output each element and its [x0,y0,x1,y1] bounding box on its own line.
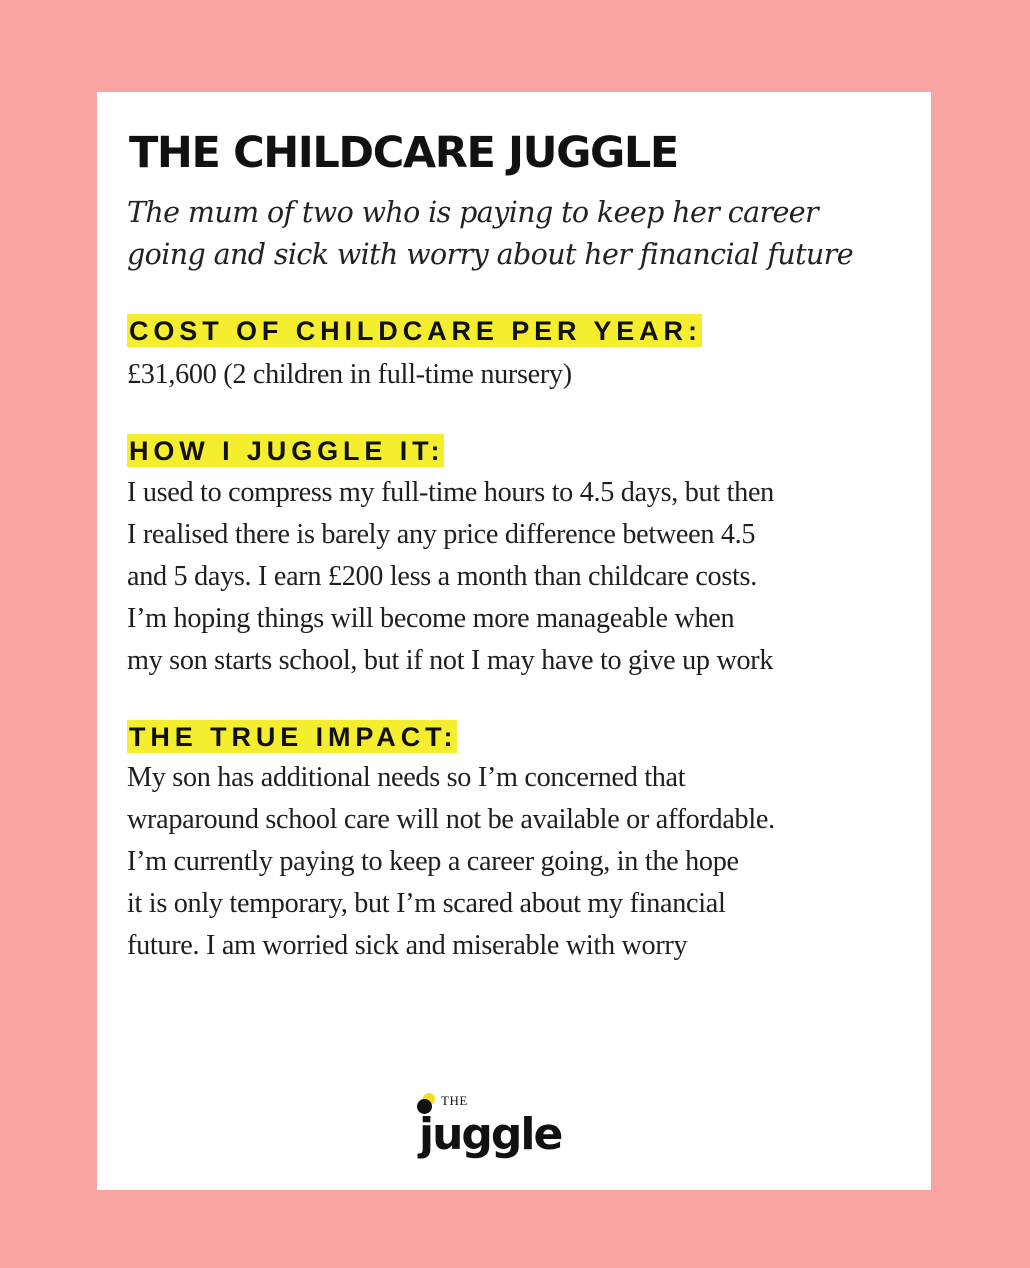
body-line: wraparound school care will not be available or affordable. [127,804,775,835]
body-line: future. I am worried sick and miserable with worry [127,930,688,961]
logo-wordmark: juggle [419,1109,562,1160]
body-line: I’m hoping things will become more manageable when [127,603,735,634]
body-line: I’m currently paying to keep a career going, in the hope [127,846,739,877]
section-label-how: HOW I JUGGLE IT: [129,436,445,466]
section-label-impact: THE TRUE IMPACT: [129,722,458,752]
section-body-cost [127,354,572,396]
article-subtitle [127,192,917,276]
section-label-cost: COST OF CHILDCARE PER YEAR: [129,316,702,346]
juggle-logo [413,1090,633,1170]
body-line: I realised there is barely any price difference between 4.5 [127,519,756,550]
body-line: my son starts school, but if not I may have to give up work [127,645,774,676]
subtitle-line: going and sick with worry about her financial future [127,238,853,271]
body-line: it is only temporary, but I’m scared about my financial [127,888,726,919]
article-card [97,92,931,1190]
body-line: £31,600 (2 children in full-time nursery) [127,359,572,390]
body-line: I used to compress my full-time hours to 4.5 days, but then [127,477,774,508]
body-line: and 5 days. I earn £200 less a month than childcare costs. [127,561,757,592]
article-title: THE CHILDCARE JUGGLE [129,128,678,178]
logo-small-text: THE [441,1093,468,1108]
section-body-how [127,472,774,682]
body-line: My son has additional needs so I’m concerned that [127,762,686,793]
subtitle-line: The mum of two who is paying to keep her career [127,196,819,229]
section-body-impact [127,757,775,967]
